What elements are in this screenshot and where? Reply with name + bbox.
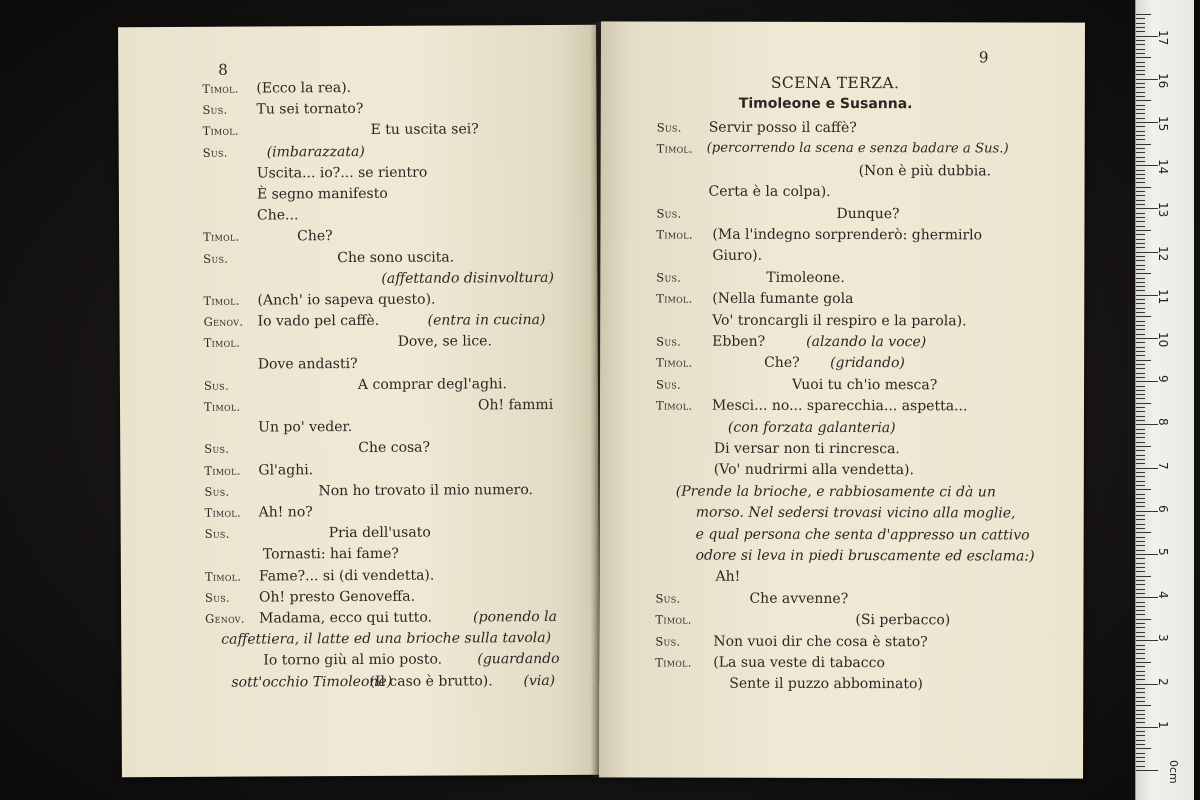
ruler-tick <box>1136 135 1145 136</box>
stage-direction: (affettando disinvoltura) <box>381 269 554 287</box>
ruler-tick <box>1136 727 1158 728</box>
dialogue-line: Che... <box>256 207 299 224</box>
scene-title: SCENA TERZA. <box>770 73 900 93</box>
ruler-tick <box>1136 347 1145 348</box>
ruler-tick <box>1136 675 1145 676</box>
speaker-label: Timol. <box>203 399 241 414</box>
ruler-number: 4 <box>1156 591 1170 599</box>
ruler-tick <box>1136 239 1145 240</box>
stage-direction: (con forzata galanteria) <box>727 419 896 436</box>
speaker-label: Timol. <box>656 355 693 370</box>
dialogue-line: Che avvenne? <box>749 590 849 607</box>
ruler-number: 7 <box>1156 461 1170 470</box>
speaker-label: Timol. <box>655 398 693 413</box>
ruler-tick <box>1136 377 1145 378</box>
stage-direction: odore si leva in piedi bruscamente ed esclama:) <box>695 547 1035 565</box>
ruler-tick <box>1136 31 1145 32</box>
ruler-number: 6 <box>1156 504 1170 513</box>
dialogue-line: Sente il puzzo abbominato) <box>729 676 923 693</box>
ruler-tick <box>1136 213 1145 214</box>
ruler-tick <box>1136 394 1145 395</box>
stage-direction: (Prende la brioche, e rabbiosamente ci dà un <box>675 483 996 501</box>
ruler-tick <box>1136 360 1151 361</box>
ruler-tick <box>1136 532 1151 533</box>
ruler-tick <box>1136 701 1145 702</box>
ruler-tick <box>1136 195 1145 196</box>
dialogue-line: Ah! no? <box>258 504 313 521</box>
dialogue-line: Dunque? <box>836 205 900 222</box>
ruler-tick <box>1136 636 1145 637</box>
ruler-tick <box>1136 407 1145 408</box>
ruler-tick <box>1136 118 1145 119</box>
dialogue-line: Che cosa? <box>358 440 431 457</box>
ruler-tick <box>1136 269 1145 270</box>
ruler-number: 3 <box>1156 634 1170 643</box>
speaker-label: Genov. <box>205 611 245 626</box>
ruler-tick <box>1136 571 1145 572</box>
ruler-number: 11 <box>1156 288 1170 305</box>
dialogue-line: Oh! presto Genoveffa. <box>258 588 416 606</box>
speaker-label: Sus. <box>656 334 682 349</box>
speaker-label: Timol. <box>204 463 241 478</box>
ruler-tick <box>1136 398 1145 399</box>
ruler-tick <box>1136 679 1145 680</box>
ruler-number: 5 <box>1156 548 1170 556</box>
ruler-tick <box>1136 429 1145 430</box>
speaker-label: Sus. <box>656 270 682 285</box>
ruler-tick <box>1136 684 1158 685</box>
ruler-tick <box>1136 14 1151 15</box>
ruler-tick <box>1136 260 1145 261</box>
dialogue-line: Oh! fammi <box>477 396 554 414</box>
ruler-tick <box>1136 57 1151 58</box>
ruler-tick <box>1136 580 1145 581</box>
dialogue-line: Certa è la colpa). <box>708 183 831 201</box>
ruler-tick <box>1136 92 1145 93</box>
stage-direction: (guardando <box>477 651 560 668</box>
dialogue-line: (Vo' nudrirmi alla vendetta). <box>713 462 914 479</box>
ruler-tick <box>1136 217 1145 218</box>
ruler-tick <box>1136 494 1145 495</box>
ruler-tick <box>1136 256 1145 257</box>
speaker-label: Timol. <box>204 569 242 584</box>
speaker-label: Timol. <box>656 227 693 242</box>
stage-direction: (imbarazzata) <box>266 143 365 161</box>
ruler-tick <box>1136 541 1145 542</box>
ruler-number: 9 <box>1156 375 1170 383</box>
speaker-label: Sus. <box>656 377 682 392</box>
ruler-tick <box>1136 131 1145 132</box>
ruler-tick <box>1136 364 1145 365</box>
dialogue-line: E tu uscita sei? <box>370 121 479 139</box>
ruler-tick <box>1136 757 1145 758</box>
speaker-label: Sus. <box>204 590 231 605</box>
ruler-tick <box>1136 144 1151 145</box>
ruler-tick <box>1136 688 1145 689</box>
ruler-tick <box>1136 506 1145 507</box>
ruler-tick <box>1136 74 1145 75</box>
ruler-tick <box>1136 27 1145 28</box>
ruler-tick <box>1136 83 1145 84</box>
ruler-tick <box>1136 386 1145 387</box>
ruler-tick <box>1136 342 1145 343</box>
ruler-tick <box>1136 174 1145 175</box>
speaker-label: Genov. <box>203 314 244 330</box>
ruler-tick <box>1136 645 1145 646</box>
stage-direction: e qual persona che senta d'appresso un cattivo <box>695 526 1030 544</box>
ruler-tick <box>1136 373 1145 374</box>
measuring-ruler <box>1135 0 1194 800</box>
speaker-label: Timol. <box>202 124 239 139</box>
dialogue-line: Vo' troncargli il respiro e la parola). <box>712 312 967 329</box>
ruler-tick <box>1136 653 1145 654</box>
ruler-tick <box>1136 234 1145 235</box>
ruler-tick <box>1136 666 1145 667</box>
speaker-label: Sus. <box>655 634 681 649</box>
ruler-number: 13 <box>1156 202 1170 218</box>
ruler-number: 14 <box>1156 159 1170 175</box>
ruler-tick <box>1136 554 1158 555</box>
ruler-tick <box>1136 178 1145 179</box>
dialogue-line: (Non è più dubbia. <box>858 162 992 180</box>
speaker-label: Timol. <box>655 655 692 670</box>
ruler-tick <box>1136 49 1145 50</box>
ruler-tick <box>1136 558 1145 559</box>
stage-direction: (ponendo la <box>473 608 558 626</box>
dialogue-line: Che sono uscita. <box>337 249 455 266</box>
ruler-tick <box>1136 416 1145 417</box>
dialogue-line: Servir posso il caffè? <box>708 119 857 137</box>
ruler-tick <box>1136 338 1158 339</box>
ruler-tick <box>1136 329 1145 330</box>
ruler-tick <box>1136 627 1145 628</box>
ruler-tick <box>1136 126 1145 127</box>
ruler-tick <box>1136 770 1158 771</box>
ruler-tick <box>1136 658 1145 659</box>
ruler-number: 17 <box>1156 29 1170 45</box>
ruler-tick <box>1136 710 1145 711</box>
ruler-tick <box>1136 295 1158 296</box>
dialogue-line: (Si perbacco) <box>855 612 951 629</box>
speaker-label: Timol. <box>656 141 694 156</box>
speaker-label: Timol. <box>656 291 693 306</box>
ruler-tick <box>1136 697 1145 698</box>
ruler-tick <box>1136 420 1145 421</box>
ruler-tick <box>1136 662 1151 663</box>
page-number-left: 8 <box>218 60 228 79</box>
ruler-tick <box>1136 122 1158 123</box>
ruler-tick <box>1136 191 1145 192</box>
ruler-number: 2 <box>1156 677 1170 686</box>
ruler-tick <box>1136 23 1145 24</box>
ruler-tick <box>1136 36 1158 37</box>
ruler-number: 10 <box>1156 332 1170 348</box>
ruler-tick <box>1136 87 1145 88</box>
dialogue-aside: (Il caso è brutto). <box>369 672 493 690</box>
ruler-tick <box>1136 230 1151 231</box>
ruler-tick <box>1136 450 1145 451</box>
speaker-label: Sus. <box>656 120 682 135</box>
dialogue-line: Io vado pel caffè. <box>257 313 380 330</box>
speaker-label: Sus. <box>202 145 228 160</box>
ruler-tick <box>1136 463 1145 464</box>
dialogue-line: Tu sei tornato? <box>256 101 364 118</box>
ruler-tick <box>1136 567 1145 568</box>
speaker-label: Sus. <box>655 591 681 606</box>
ruler-tick <box>1136 740 1145 741</box>
dialogue-line: Pria dell'usato <box>328 524 431 542</box>
dialogue-line: (Anch' io sapeva questo). <box>257 291 436 309</box>
dialogue-line: Uscita... io?... se rientro <box>256 164 428 182</box>
ruler-tick <box>1136 528 1145 529</box>
dialogue-line: (La sua veste di tabacco <box>713 654 885 672</box>
ruler-tick <box>1136 165 1158 166</box>
ruler-tick <box>1136 303 1145 304</box>
ruler-tick <box>1136 537 1145 538</box>
dialogue-line: Dove andasti? <box>257 355 358 373</box>
ruler-tick <box>1136 761 1145 762</box>
ruler-tick <box>1136 403 1151 404</box>
ruler-tick <box>1136 748 1151 749</box>
ruler-tick <box>1136 325 1145 326</box>
speaker-label: Timol. <box>203 230 240 245</box>
ruler-tick <box>1136 44 1145 45</box>
ruler-tick <box>1136 273 1151 274</box>
speaker-label: Sus. <box>204 484 230 499</box>
ruler-tick <box>1136 610 1145 611</box>
ruler-tick <box>1136 290 1145 291</box>
ruler-tick <box>1136 411 1145 412</box>
dialogue-line: Dove, se lice. <box>397 333 492 351</box>
ruler-tick <box>1136 498 1145 499</box>
ruler-tick <box>1136 204 1145 205</box>
ruler-tick <box>1136 692 1145 693</box>
ruler-tick <box>1136 208 1158 209</box>
ruler-tick <box>1136 40 1145 41</box>
ruler-tick <box>1136 355 1145 356</box>
ruler-tick <box>1136 563 1145 564</box>
ruler-tick <box>1136 96 1145 97</box>
ruler-tick <box>1136 623 1145 624</box>
speaker-label: Sus. <box>203 251 229 266</box>
ruler-tick <box>1136 744 1145 745</box>
ruler-tick <box>1136 714 1145 715</box>
stage-direction: (via) <box>523 672 556 689</box>
dialogue-line: Madama, ecco qui tutto. <box>259 609 432 627</box>
ruler-tick <box>1136 381 1158 382</box>
dialogue-line: Timoleone. <box>766 269 845 286</box>
ruler-tick <box>1136 312 1145 313</box>
ruler-tick <box>1136 100 1151 101</box>
dialogue-line: Mesci... no... sparecchia... aspetta... <box>711 397 968 415</box>
speaker-label: Sus. <box>203 378 229 393</box>
dialogue-line: Che? <box>297 228 333 245</box>
ruler-tick <box>1136 640 1158 641</box>
ruler-tick <box>1136 753 1145 754</box>
ruler-tick <box>1136 299 1145 300</box>
dialogue-line: È segno manifesto <box>256 185 388 203</box>
speaker-label: Sus. <box>204 442 230 457</box>
dialogue-line: Tornasti: hai fame? <box>262 546 399 563</box>
stage-direction: morso. Nel sedersi trovasi vicino alla moglie, <box>695 504 1016 522</box>
speaker-label: Timol. <box>203 336 241 351</box>
speaker-label: Timol. <box>202 81 239 96</box>
ruler-tick <box>1136 524 1145 525</box>
ruler-number: 8 <box>1156 418 1170 427</box>
ruler-tick <box>1136 200 1145 201</box>
ruler-tick <box>1136 597 1158 598</box>
ruler-tick <box>1136 148 1145 149</box>
ruler-tick <box>1136 247 1145 248</box>
ruler-tick <box>1136 705 1151 706</box>
ruler-tick <box>1136 722 1145 723</box>
ruler-tick <box>1136 62 1145 63</box>
ruler-tick <box>1136 221 1145 222</box>
ruler-tick <box>1136 671 1145 672</box>
dialogue-line: Gl'aghi. <box>258 461 314 479</box>
ruler-tick <box>1136 161 1145 162</box>
ruler-tick <box>1136 481 1145 482</box>
dialogue-line: (Nella fumante gola <box>712 290 854 308</box>
dialogue-line: Di versar non ti rincresca. <box>713 440 900 458</box>
stage-direction: (percorrendo la scena e senza badare a Sus.) <box>706 141 1009 157</box>
ruler-tick <box>1136 53 1145 54</box>
ruler-tick <box>1136 66 1145 67</box>
ruler-tick <box>1136 442 1145 443</box>
ruler-tick <box>1136 545 1145 546</box>
ruler-tick <box>1136 485 1145 486</box>
dialogue-line: Un po' veder. <box>258 419 353 436</box>
ruler-tick <box>1136 351 1145 352</box>
dialogue-line: (Ma l'indegno sorprenderò: ghermirlo <box>712 226 983 244</box>
ruler-tick <box>1136 390 1145 391</box>
dialogue-line: (Ecco la rea). <box>256 80 352 97</box>
ruler-tick <box>1136 459 1145 460</box>
left-page <box>118 25 600 777</box>
ruler-tick <box>1136 446 1151 447</box>
dialogue-line: Giuro). <box>712 248 763 265</box>
ruler-tick <box>1136 718 1145 719</box>
ruler-tick <box>1136 368 1145 369</box>
dialogue-line: A comprar degl'aghi. <box>357 376 508 393</box>
scene-characters: Timoleone e Susanna. <box>738 95 913 113</box>
ruler-tick <box>1136 589 1145 590</box>
ruler-tick <box>1136 308 1145 309</box>
ruler-tick <box>1136 649 1145 650</box>
dialogue-line: Io torno giù al mio posto. <box>263 651 443 669</box>
speaker-label: Timol. <box>204 505 241 520</box>
ruler-tick <box>1136 18 1145 19</box>
stage-direction: (alzando la voce) <box>806 333 927 351</box>
ruler-tick <box>1136 182 1145 183</box>
speaker-label: Sus. <box>204 526 230 541</box>
speaker-label: Sus. <box>656 206 682 221</box>
ruler-tick <box>1136 187 1151 188</box>
ruler-tick <box>1136 226 1145 227</box>
ruler-tick <box>1136 265 1145 266</box>
ruler-tick <box>1136 731 1145 732</box>
ruler-tick <box>1136 334 1145 335</box>
ruler-tick <box>1136 468 1158 469</box>
ruler-tick <box>1136 476 1145 477</box>
ruler-tick <box>1136 321 1145 322</box>
dialogue-line: Ah! <box>715 569 741 586</box>
ruler-number: 1 <box>1156 720 1170 729</box>
stage-direction: (entra in cucina) <box>427 312 546 329</box>
ruler-unit-label: 0cm <box>1167 760 1180 784</box>
ruler-tick <box>1136 243 1145 244</box>
right-page <box>599 21 1085 778</box>
ruler-tick <box>1136 316 1151 317</box>
ruler-tick <box>1136 157 1145 158</box>
ruler-tick <box>1136 632 1145 633</box>
ruler-number: 15 <box>1156 116 1170 132</box>
stage-direction: sott'occhio Timoleone) <box>231 673 393 691</box>
ruler-tick <box>1136 576 1151 577</box>
ruler-tick <box>1136 593 1145 594</box>
ruler-tick <box>1136 433 1145 434</box>
dialogue-line: Non vuoi dir che cosa è stato? <box>713 633 928 650</box>
ruler-tick <box>1136 139 1145 140</box>
ruler-tick <box>1136 424 1158 425</box>
dialogue-line: Che? <box>764 355 800 372</box>
ruler-tick <box>1136 502 1145 503</box>
speaker-label: Sus. <box>202 102 228 118</box>
dialogue-line: Ebben? <box>712 333 766 350</box>
dialogue-line: Non ho trovato il mio numero. <box>318 481 534 500</box>
ruler-tick <box>1136 472 1145 473</box>
ruler-tick <box>1136 619 1151 620</box>
ruler-tick <box>1136 152 1145 153</box>
ruler-number: 16 <box>1156 72 1170 89</box>
ruler-tick <box>1136 170 1145 171</box>
ruler-tick <box>1136 511 1158 512</box>
speaker-label: Timol. <box>655 612 692 627</box>
speaker-label: Timol. <box>203 293 240 308</box>
ruler-tick <box>1136 113 1145 114</box>
ruler-number: 12 <box>1156 245 1170 261</box>
ruler-tick <box>1136 286 1145 287</box>
ruler-tick <box>1136 455 1145 456</box>
stage-direction: caffettiera, il latte ed una brioche sulla tavola) <box>221 630 552 648</box>
ruler-tick <box>1136 105 1145 106</box>
ruler-tick <box>1136 519 1145 520</box>
ruler-tick <box>1136 584 1145 585</box>
ruler-tick <box>1136 79 1158 80</box>
ruler-tick <box>1136 278 1145 279</box>
ruler-tick <box>1136 489 1151 490</box>
ruler-tick <box>1136 735 1145 736</box>
ruler-tick <box>1136 70 1145 71</box>
ruler-tick <box>1136 282 1145 283</box>
ruler-tick <box>1136 602 1145 603</box>
stage-direction: (gridando) <box>830 355 905 372</box>
ruler-tick <box>1136 614 1145 615</box>
ruler-tick <box>1136 550 1145 551</box>
ruler-tick <box>1136 252 1158 253</box>
ruler-tick <box>1136 515 1145 516</box>
ruler-tick <box>1136 109 1145 110</box>
ruler-tick <box>1136 606 1145 607</box>
ruler-tick <box>1136 766 1145 767</box>
dialogue-line: Vuoi tu ch'io mesca? <box>792 376 938 394</box>
ruler-tick <box>1136 437 1145 438</box>
page-number-right: 9 <box>978 48 989 67</box>
dialogue-line: Fame?... si (di vendetta). <box>258 567 435 585</box>
